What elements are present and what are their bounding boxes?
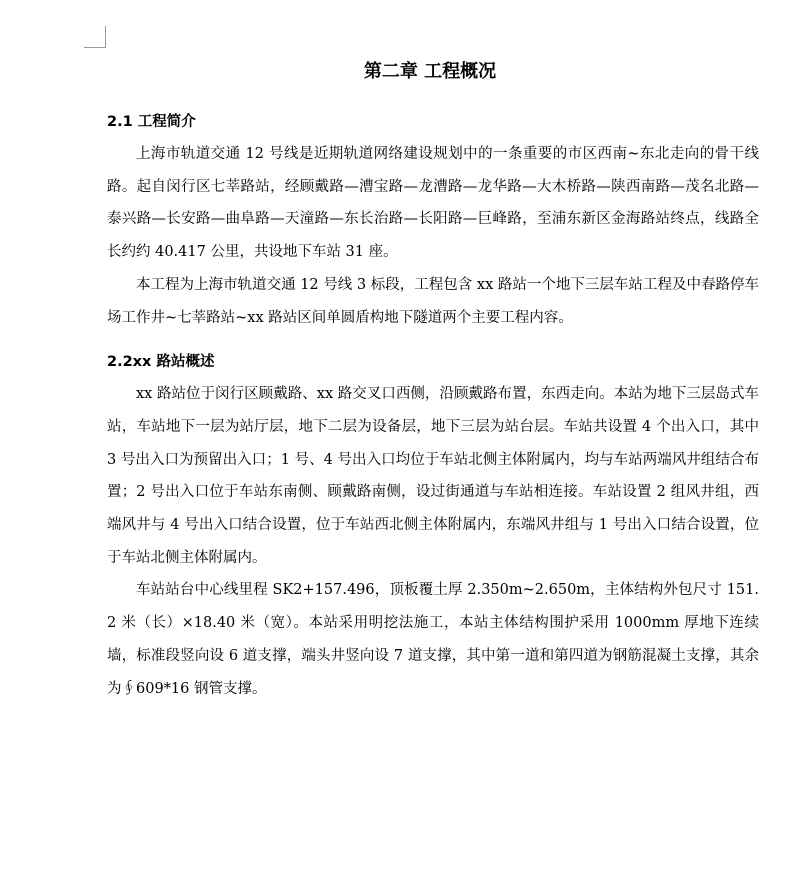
section-project-overview — [107, 108, 759, 334]
paragraph: 本工程为上海市轨道交通 12 号线 3 标段，工程包含 xx 路站一个地下三层车站工程及中春路停车场工作井~七莘路站~xx 路站区间单圆盾构地下隧道两个主要工程内容。 — [107, 276, 759, 326]
document-body — [107, 108, 759, 705]
section-heading: 2.1 工程简介 — [107, 114, 196, 130]
paragraph: 车站站台中心线里程 SK2+157.496，顶板覆土厚 2.350m~2.650m，主体结构外包尺寸 151.2 米（长）×18.40 米（宽）。本站采用明挖法施工，本站主体结构围护采用 1000mm 厚地下连续墙，标准段竖向设 6 道支撑，端头井竖向设 7 道支撑，其中第一道和第四道为钢筋混凝土支撑，其余为∮609*16 钢管支撑。 — [107, 582, 759, 697]
paragraph: xx 路站位于闵行区顾戴路、xx 路交叉口西侧，沿顾戴路布置，东西走向。本站为地下三层岛式车站，车站地下一层为站厅层，地下二层为设备层，地下三层为站台层。车站共设置 4 个出入口，其中 3 号出入口为预留出入口；1 号、4 号出入口均位于车站北侧主体附属内，均与车站两端风井组结合布置；2 号出入口位于车站东南侧、顾戴路南侧，设过街通道与车站相连接。车站设置 2 组风井组，西端风井与 4 号出入口结合设置，位于车站西北侧主体附属内，东端风井组与 1 号出入口结合设置，位于车站北侧主体附属内。 — [107, 386, 759, 566]
chapter-title: 第二章 工程概况 — [363, 61, 497, 82]
section-heading: 2.2xx 路站概述 — [107, 354, 215, 371]
paragraph: 上海市轨道交通 12 号线是近期轨道网络建设规划中的一条重要的市区西南~东北走向的骨干线路。起自闵行区七莘路站，经顾戴路—漕宝路—龙漕路—龙华路—大木桥路—陕西南路—茂名北路—泰兴路—长安路—曲阜路—天潼路—东长治路—长阳路—巨峰路，至浦东新区金海路站终点，线路全长约约 40.417 公里，共设地下车站 31 座。 — [107, 146, 759, 261]
page-corner-mark — [84, 26, 106, 48]
section-station-overview — [107, 348, 759, 705]
